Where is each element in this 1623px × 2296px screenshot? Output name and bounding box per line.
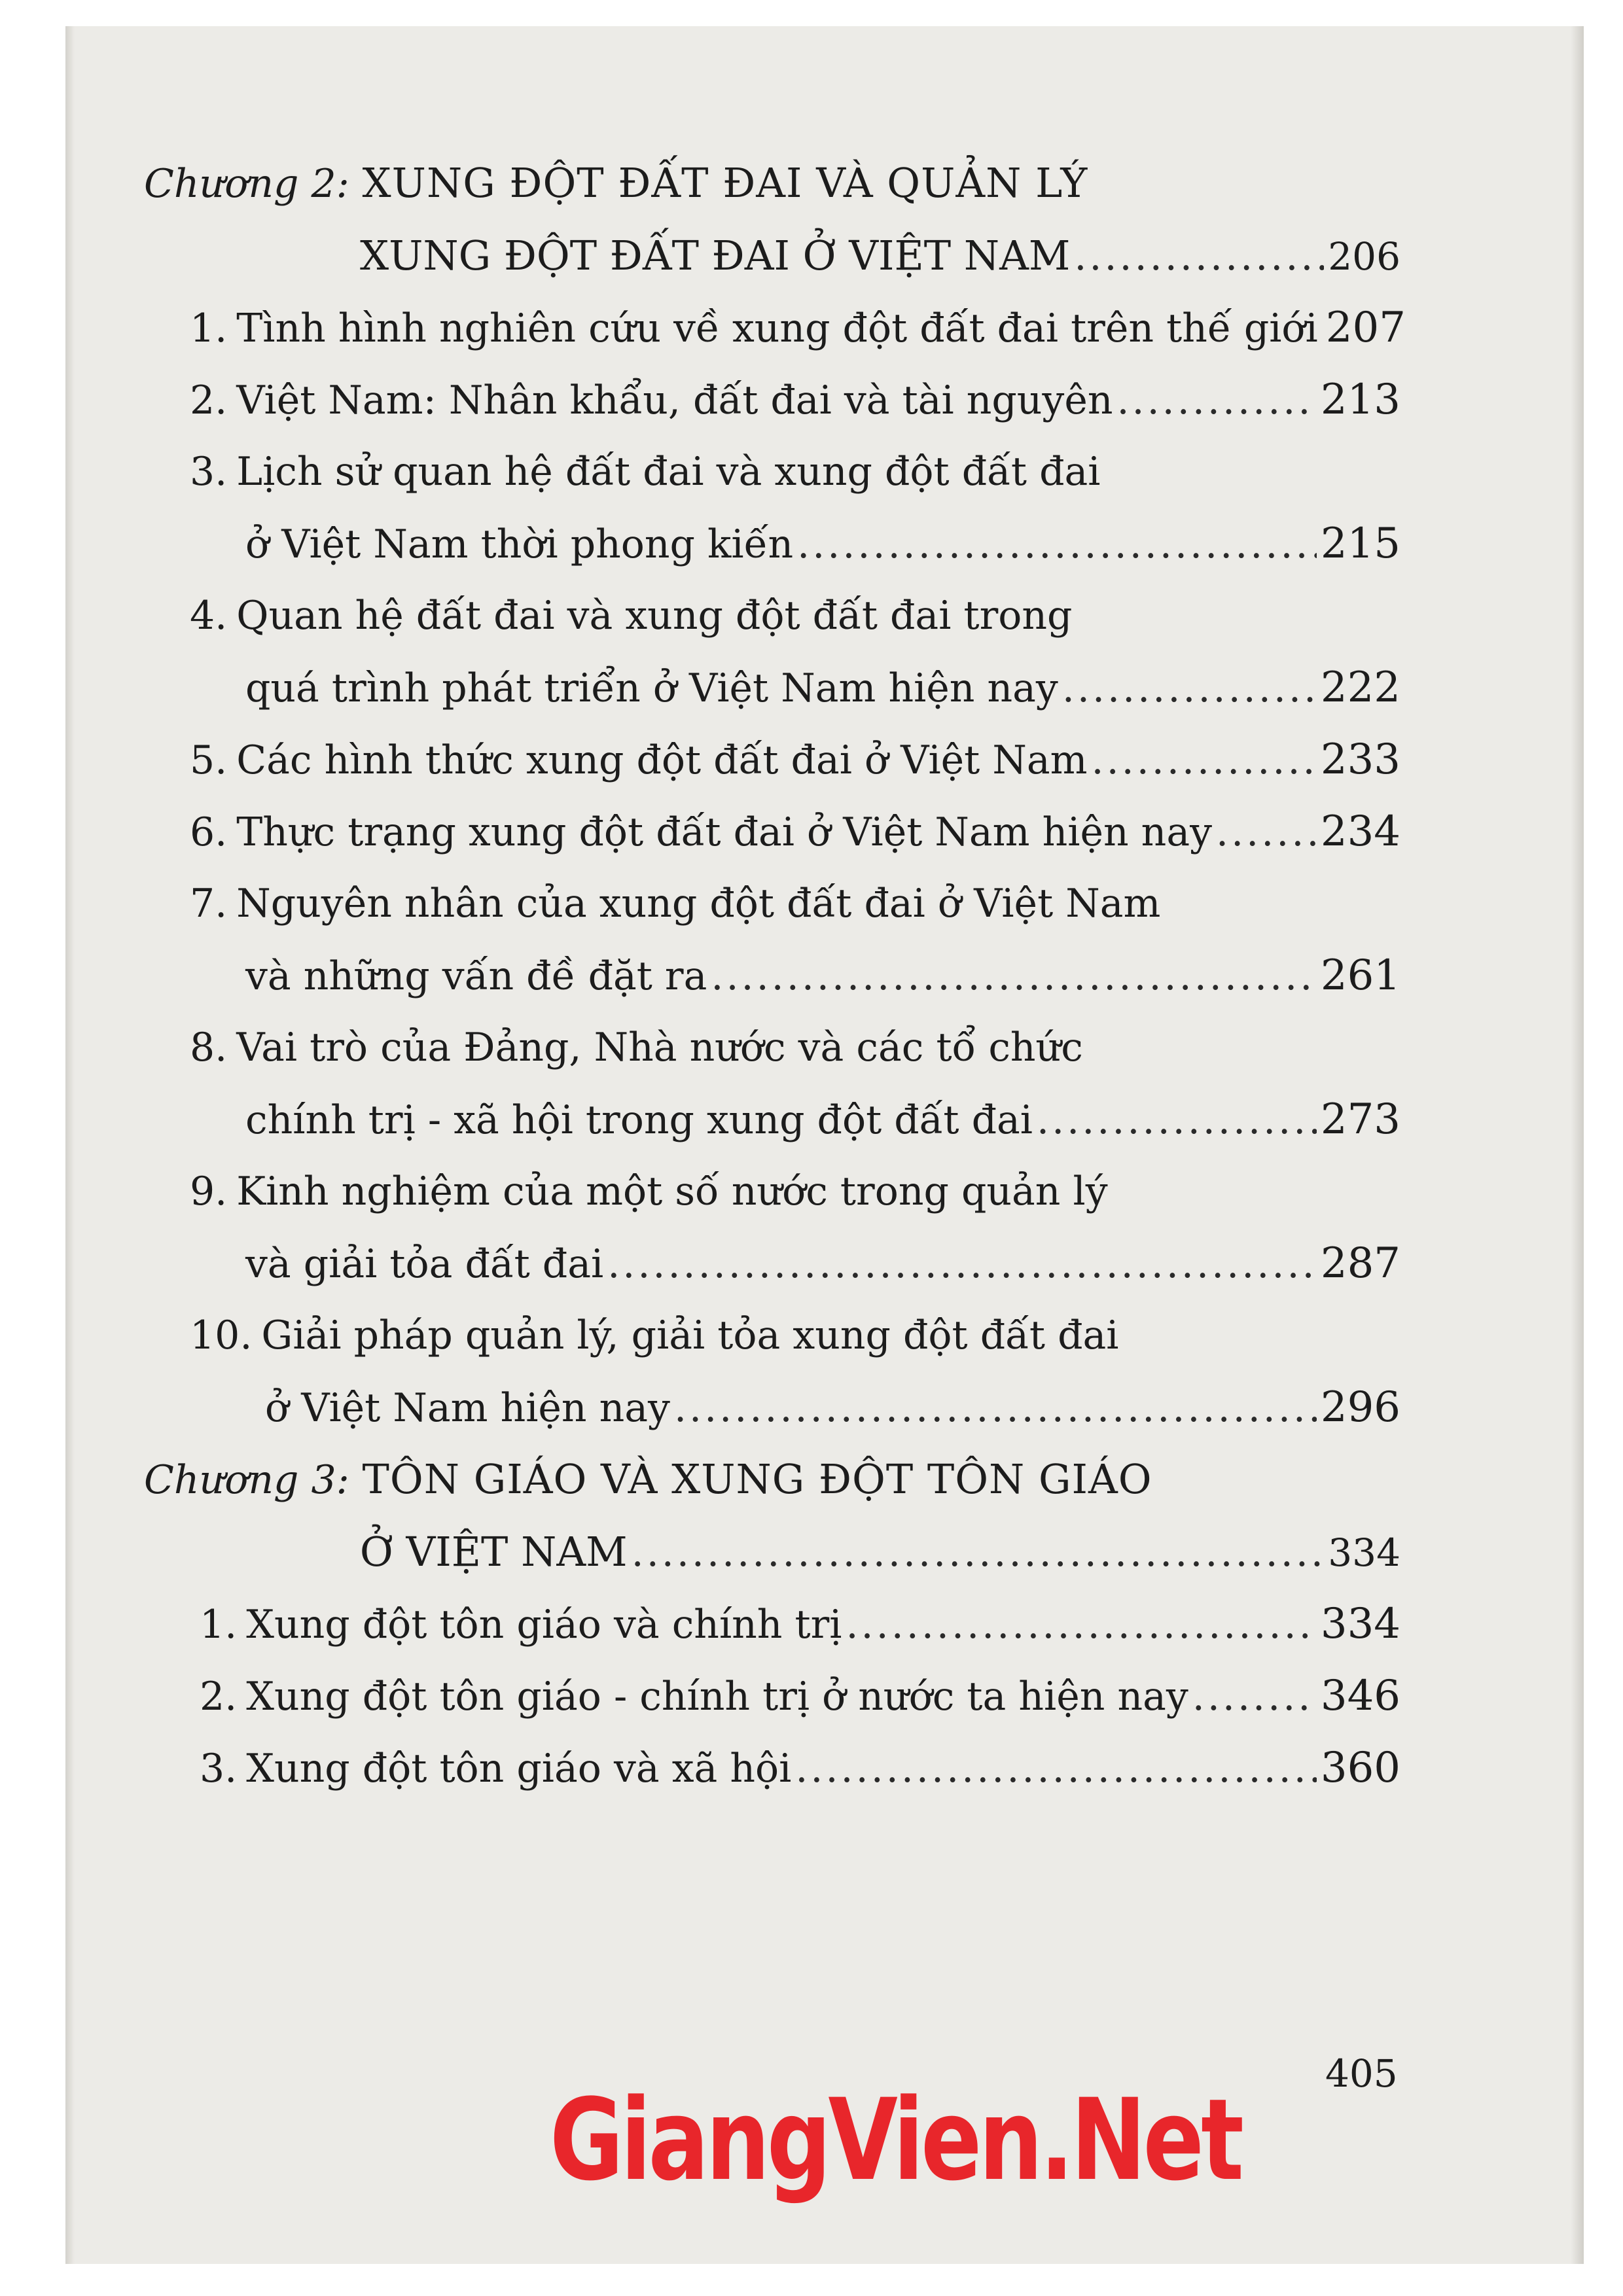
entry-page: 233 (1320, 735, 1400, 784)
entry-title: Xung đột tôn giáo và xã hội (246, 1746, 792, 1792)
chapter-2-page: 206 (1328, 234, 1400, 279)
entry-title-cont: ở Việt Nam thời phong kiến (245, 521, 794, 567)
leader-dots (1062, 652, 1317, 724)
leader-dots (607, 1228, 1317, 1300)
leader-dots (846, 1589, 1316, 1661)
chapter-3-title-line2-text: Ở VIỆT NAM (360, 1528, 628, 1576)
entry-number: 6. (190, 809, 228, 855)
leader-dots (795, 1733, 1317, 1805)
entry-title: Xung đột tôn giáo - chính trị ở nước ta hiện nay (246, 1674, 1188, 1720)
entry-number: 8. (190, 1025, 228, 1070)
entry-number: 2. (200, 1674, 238, 1720)
entry-title: Kinh nghiệm của một số nước trong quản lý (236, 1169, 1108, 1214)
toc-entry-2-7-line2 (144, 940, 1400, 1012)
entry-number: 10. (190, 1313, 253, 1358)
entry-page: 215 (1320, 520, 1400, 568)
watermark-logo: GiangVien.Net (550, 2074, 1241, 2206)
chapter-2-heading (144, 147, 1400, 220)
chapter-3-title-line2 (144, 1516, 1400, 1588)
entry-number: 2. (190, 378, 228, 423)
entry-page: 296 (1320, 1383, 1400, 1432)
toc-entry-2-4-line2 (144, 652, 1400, 724)
toc-entry-2-6 (144, 796, 1400, 868)
toc-entry-2-9-line2 (144, 1227, 1400, 1299)
toc-entry-2-1 (144, 292, 1406, 364)
entry-title: Giải pháp quản lý, giải tỏa xung đột đất đai (261, 1313, 1119, 1358)
toc-entry-2-2 (144, 364, 1400, 436)
entry-page: 360 (1320, 1744, 1400, 1792)
toc-entry-3-2 (144, 1660, 1400, 1732)
toc-entry-2-3-line2 (144, 508, 1400, 580)
toc-entry-2-8-line2 (144, 1084, 1400, 1156)
entry-page: 287 (1320, 1239, 1400, 1288)
leader-dots (1092, 724, 1317, 796)
entry-number: 1. (190, 306, 228, 351)
chapter-3-heading (144, 1443, 1400, 1516)
entry-title-cont: ở Việt Nam hiện nay (265, 1385, 670, 1431)
entry-title: Nguyên nhân của xung đột đất đai ở Việt Nam (236, 881, 1161, 927)
entry-number: 4. (190, 593, 228, 639)
entry-page: 334 (1320, 1600, 1400, 1648)
chapter-2-title-line1: XUNG ĐỘT ĐẤT ĐAI VÀ QUẢN LÝ (362, 159, 1088, 207)
leader-dots (1192, 1661, 1317, 1733)
entry-title: Tình hình nghiên cứu về xung đột đất đai trên thế giới (236, 306, 1318, 351)
entry-number: 7. (190, 881, 228, 927)
toc-entry-2-3-line1 (144, 436, 1400, 508)
entry-title: Lịch sử quan hệ đất đai và xung đột đất đai (236, 449, 1101, 495)
entry-title: Việt Nam: Nhân khẩu, đất đai và tài nguyên (236, 378, 1113, 423)
leader-dots (711, 940, 1316, 1012)
entry-page: 207 (1325, 304, 1406, 352)
page-number: 405 (1325, 2051, 1398, 2096)
chapter-2-title-line2 (144, 220, 1400, 292)
page-left-shadow (65, 26, 75, 2264)
entry-page: 273 (1320, 1095, 1400, 1144)
entry-title: Xung đột tôn giáo và chính trị (246, 1602, 842, 1648)
leader-dots (1216, 796, 1317, 868)
leader-dots (1074, 221, 1324, 292)
toc-entry-2-9-line1 (144, 1156, 1400, 1227)
toc-entry-3-1 (144, 1588, 1400, 1660)
toc-entry-2-7-line1 (144, 868, 1400, 940)
toc-entry-3-3 (144, 1732, 1400, 1804)
entry-page: 234 (1320, 807, 1400, 856)
entry-number: 3. (190, 449, 228, 495)
toc-entry-2-10-line2 (144, 1371, 1400, 1443)
entry-title: Quan hệ đất đai và xung đột đất đai trong (236, 593, 1073, 639)
entry-page: 222 (1320, 663, 1400, 712)
page-right-shadow (1571, 26, 1584, 2264)
toc-entry-2-4-line1 (144, 580, 1400, 652)
chapter-3-page: 334 (1328, 1530, 1400, 1575)
leader-dots (674, 1372, 1317, 1444)
leader-dots (1037, 1084, 1317, 1156)
leader-dots (632, 1517, 1325, 1589)
toc-entry-2-8-line1 (144, 1012, 1400, 1084)
entry-page: 213 (1320, 376, 1400, 424)
entry-title-cont: và những vấn đề đặt ra (245, 953, 707, 999)
entry-number: 9. (190, 1169, 228, 1214)
leader-dots (1116, 364, 1316, 436)
chapter-3-title-line1: TÔN GIÁO VÀ XUNG ĐỘT TÔN GIÁO (362, 1455, 1152, 1503)
entry-number: 1. (200, 1602, 238, 1648)
chapter-3-label: Chương 3: (144, 1457, 349, 1503)
chapter-2-title-line2-text: XUNG ĐỘT ĐẤT ĐAI Ở VIỆT NAM (360, 232, 1071, 279)
entry-title: Các hình thức xung đột đất đai ở Việt Nam (236, 737, 1088, 783)
toc-entry-2-5 (144, 724, 1400, 796)
chapter-2-label: Chương 2: (144, 161, 349, 207)
entry-title-cont: chính trị - xã hội trong xung đột đất đai (245, 1097, 1033, 1143)
entry-title: Vai trò của Đảng, Nhà nước và các tổ chức (236, 1025, 1083, 1070)
toc-entry-2-10-line1 (144, 1299, 1400, 1371)
entry-page: 261 (1320, 951, 1400, 1000)
table-of-contents (144, 147, 1406, 1804)
entry-page: 346 (1320, 1672, 1400, 1720)
entry-title-cont: quá trình phát triển ở Việt Nam hiện nay (245, 665, 1058, 711)
entry-title: Thực trạng xung đột đất đai ở Việt Nam hiện nay (236, 809, 1212, 855)
entry-number: 5. (190, 737, 228, 783)
entry-number: 3. (200, 1746, 238, 1792)
leader-dots (797, 508, 1317, 580)
entry-title-cont: và giải tỏa đất đai (245, 1241, 604, 1287)
